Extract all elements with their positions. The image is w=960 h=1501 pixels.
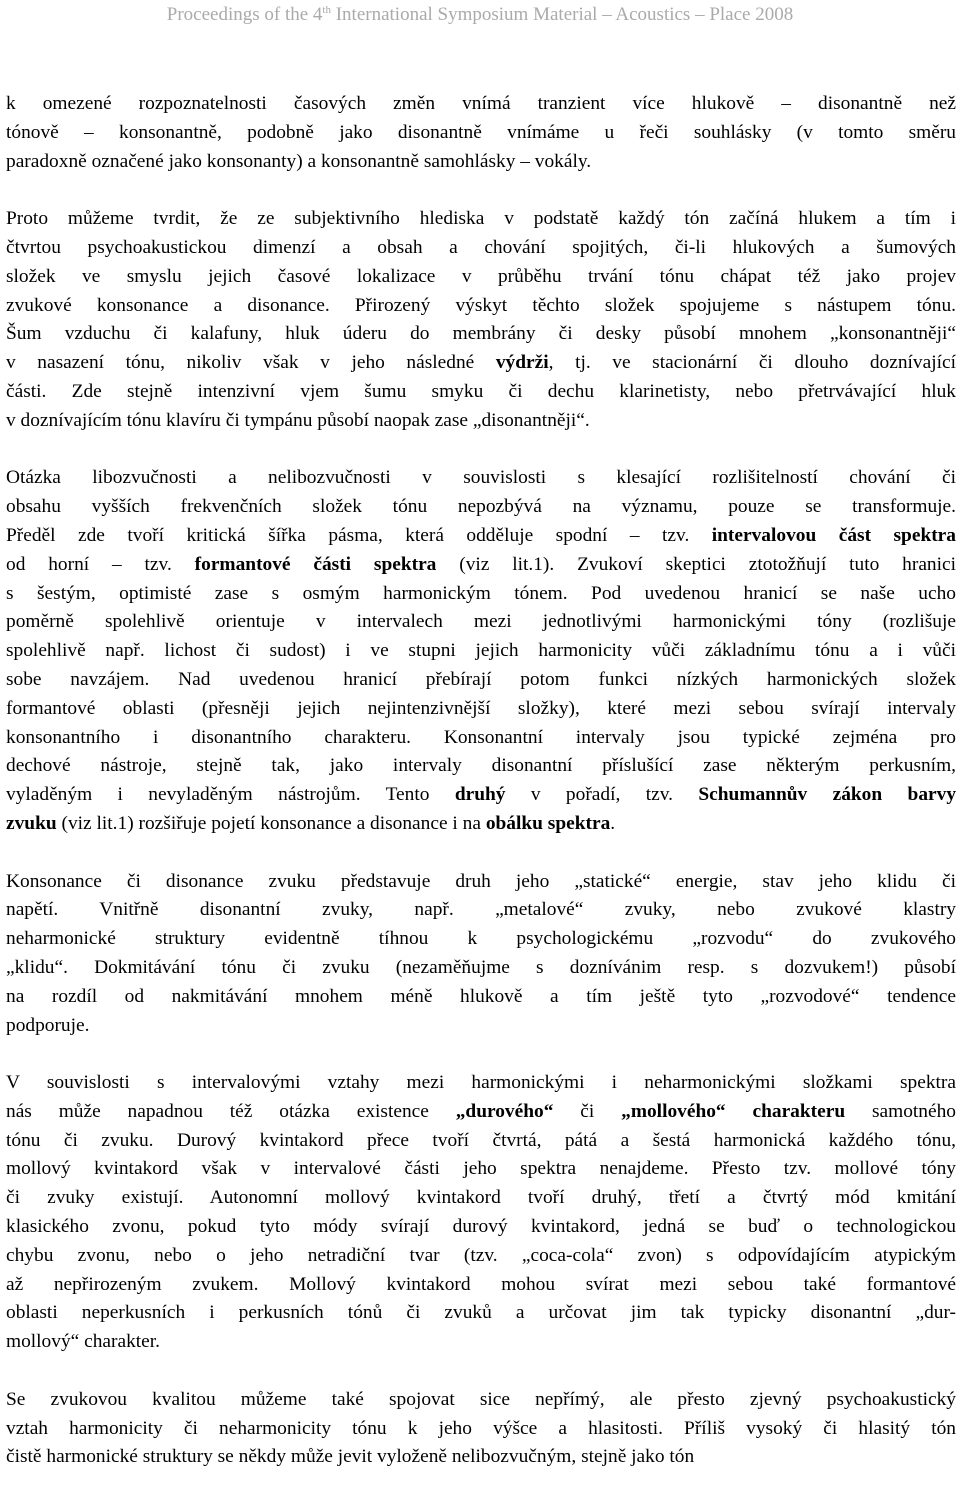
text-line: mollový“ charakter.: [6, 1331, 160, 1353]
text-segment: či: [553, 1100, 622, 1122]
text-line: chybu zvonu, nebo o jeho netradiční tvar (tzv. „coca-cola“ zvon) s odpovídajícím atypickým: [6, 1244, 956, 1266]
text-line: [6, 551, 956, 580]
text-segment: .: [610, 812, 616, 834]
bold-term: druhý: [454, 784, 506, 806]
bold-term: formantové části spektra: [194, 553, 437, 575]
bold-term: výdrži: [495, 352, 549, 374]
text-line: čtvrtou psychoakustickou dimenzí a obsah a chování spojitých, či-li hlukových a šumových: [6, 236, 956, 258]
paragraph: [6, 868, 956, 1041]
paragraph: [6, 1069, 956, 1357]
paragraph: [6, 205, 956, 435]
bold-term: intervalovou část spektra: [711, 524, 956, 546]
text-line: s šestým, optimisté zase s osmým harmonickým tónem. Pod uvedenou hranicí se naše ucho: [6, 582, 956, 604]
text-line: v doznívajícím tónu klavíru či tympánu působí naopak zase „disonantněji“.: [6, 409, 590, 431]
text-segment: v pořadí, tzv.: [505, 784, 699, 806]
text-line: [6, 1098, 956, 1127]
text-line: obsahu vyšších frekvenčních složek tónu nepozbývá na významu, pouze se transformuje.: [6, 496, 956, 518]
text-line: části. Zde stejně intenzivní vjem šumu smyku či dechu klarinetisty, nebo přetrvávající hluk: [6, 380, 956, 402]
text-line: oblasti neperkusních i perkusních tónů či zvuků a určovat jim tak typicky disonantní „dur-: [6, 1302, 956, 1324]
text-segment: od horní – tzv.: [6, 553, 195, 575]
text-line: konsonantního i disonantního charakteru. Konsonantní intervaly jsou typické zejména pro: [6, 726, 956, 748]
text-line: mollový kvintakord však v intervalové části jeho spektra nenajdeme. Přesto tzv. mollové tóny: [6, 1158, 956, 1180]
text-line: paradoxně označené jako konsonanty) a konsonantně samohlásky – vokály.: [6, 150, 592, 172]
bold-term: „mollového“ charakteru: [621, 1100, 846, 1122]
text-segment: Předěl zde tvoří kritická šířka pásma, která odděluje spodní – tzv.: [6, 524, 712, 546]
text-segment: , tj. ve stacionární či dlouho doznívající: [548, 352, 957, 374]
text-line: Konsonance či disonance zvuku představuje druh jeho „statické“ energie, stav jeho klidu či: [6, 870, 956, 892]
text-segment: vyladěným i nevyladěným nástrojům. Tento: [6, 784, 455, 806]
text-line: k omezené rozpoznatelnosti časových změn vnímá tranzient více hlukově – disonantně než: [6, 93, 956, 114]
running-header: [0, 4, 960, 26]
text-line: tónu či zvuku. Durový kvintakord přece tvoří čtvrtá, pátá a šestá harmonická každého tónu,: [6, 1129, 956, 1151]
text-segment: samotného: [845, 1100, 956, 1122]
bold-term: „durového“: [455, 1100, 554, 1122]
text-line: zvukové konsonance a disonance. Přirozený výskyt těchto složek spojujeme s nástupem tónu.: [6, 294, 956, 316]
text-line: formantové oblasti (přesněji jejich nejintenzivnější složky), které mezi sebou svírají intervaly: [6, 697, 956, 719]
text-line: V souvislosti s intervalovými vztahy mezi harmonickými i neharmonickými složkami spektra: [6, 1072, 956, 1094]
bold-term: obálku spektra: [485, 812, 611, 834]
text-line: klasického zvonu, pokud tyto módy svírají durový kvintakord, jedná se buď o technologickou: [6, 1216, 956, 1238]
text-line: neharmonické struktury evidentně tíhnou k psychologickému „rozvodu“ do zvukového: [6, 928, 956, 950]
text-line: spolehlivě např. lichost či sudost) i ve stupni jejich harmonicity vůči základnímu tónu a i vůči: [6, 640, 956, 662]
text-line: podporuje.: [6, 1014, 90, 1036]
text-line: „klidu“. Dokmitávání tónu či zvuku (nezaměňujme s doznívánim resp. s dozvukem!) působí: [6, 956, 956, 978]
text-line: dechové nástroje, stejně tak, jako intervaly disonantní příslušící zase některým perkusním,: [6, 755, 956, 777]
text-line: poměrně spolehlivě orientuje v intervalech mezi jednotlivými harmonickými tóny (rozlišuje: [6, 611, 956, 633]
text-segment: (viz lit.1) rozšiřuje pojetí konsonance a disonance i na: [56, 812, 486, 834]
header-text-pre: Proceedings of the 4: [166, 4, 323, 25]
bold-term: Schumannův zákon barvy: [698, 784, 957, 806]
text-line: složek ve smyslu jejich časové lokalizace v průběhu trvání tónu chápat též jako projev: [6, 265, 956, 287]
text-segment: nás může napadnou též otázka existence: [6, 1100, 456, 1122]
text-line: Otázka libozvučnosti a nelibozvučnosti v souvislosti s klesající rozlišitelností chování či: [6, 467, 956, 489]
header-text-post: International Symposium Material – Acoustics – Place 2008: [330, 4, 794, 25]
text-line: či zvuky existují. Autonomní mollový kvintakord tvoří druhý, třetí a čtvrtý mód kmitání: [6, 1187, 956, 1209]
text-line: [6, 810, 956, 839]
paragraph: [6, 1386, 956, 1472]
text-line: napětí. Vnitřně disonantní zvuky, např. „metalové“ zvuky, nebo zvukové klastry: [6, 899, 956, 921]
text-line: [6, 349, 956, 378]
text-line: na rozdíl od nakmitávání mnohem méně hlukově a tím ještě tyto „rozvodové“ tendence: [6, 985, 956, 1007]
paragraph: [6, 464, 956, 838]
text-line: tónově – konsonantně, podobně jako disonantně vnímáme u řeči souhlásky (v tomto směru: [6, 121, 956, 143]
paragraph: [6, 90, 956, 176]
header-superscript: th: [322, 4, 331, 16]
text-line: Šum vzduchu či kalafuny, hluk úderu do membrány či desky působí mnohem „konsonantněji“: [6, 323, 956, 345]
text-line: sobe navzájem. Nad uvedenou hranicí přebírají potom funkci nízkých harmonických složek: [6, 668, 956, 690]
text-line: vztah harmonicity či neharmonicity tónu k jeho výšce a hlasitosti. Příliš vysoký či hlasitý tón: [6, 1417, 956, 1439]
text-line: [6, 781, 956, 810]
text-segment: v nasazení tónu, nikoliv však v jeho následné: [6, 352, 496, 374]
text-segment: (viz lit.1). Zvukoví skeptici ztotožňují tuto hranici: [436, 553, 957, 575]
article-body: [6, 90, 956, 1501]
text-line: Proto můžeme tvrdit, že ze subjektivního hlediska v podstatě každý tón začíná hlukem a tím i: [6, 208, 956, 230]
text-line: [6, 522, 956, 551]
text-line: Se zvukovou kvalitou můžeme také spojovat sice nepřímý, ale přesto zjevný psychoakustický: [6, 1388, 956, 1410]
text-line: až nepřirozeným zvukem. Mollový kvintakord mohou svírat mezi sebou také formantové: [6, 1273, 956, 1295]
text-line: čistě harmonické struktury se někdy může jevit vyloženě nelibozvučným, stejně jako tón: [6, 1446, 695, 1468]
bold-term: zvuku: [6, 812, 57, 834]
